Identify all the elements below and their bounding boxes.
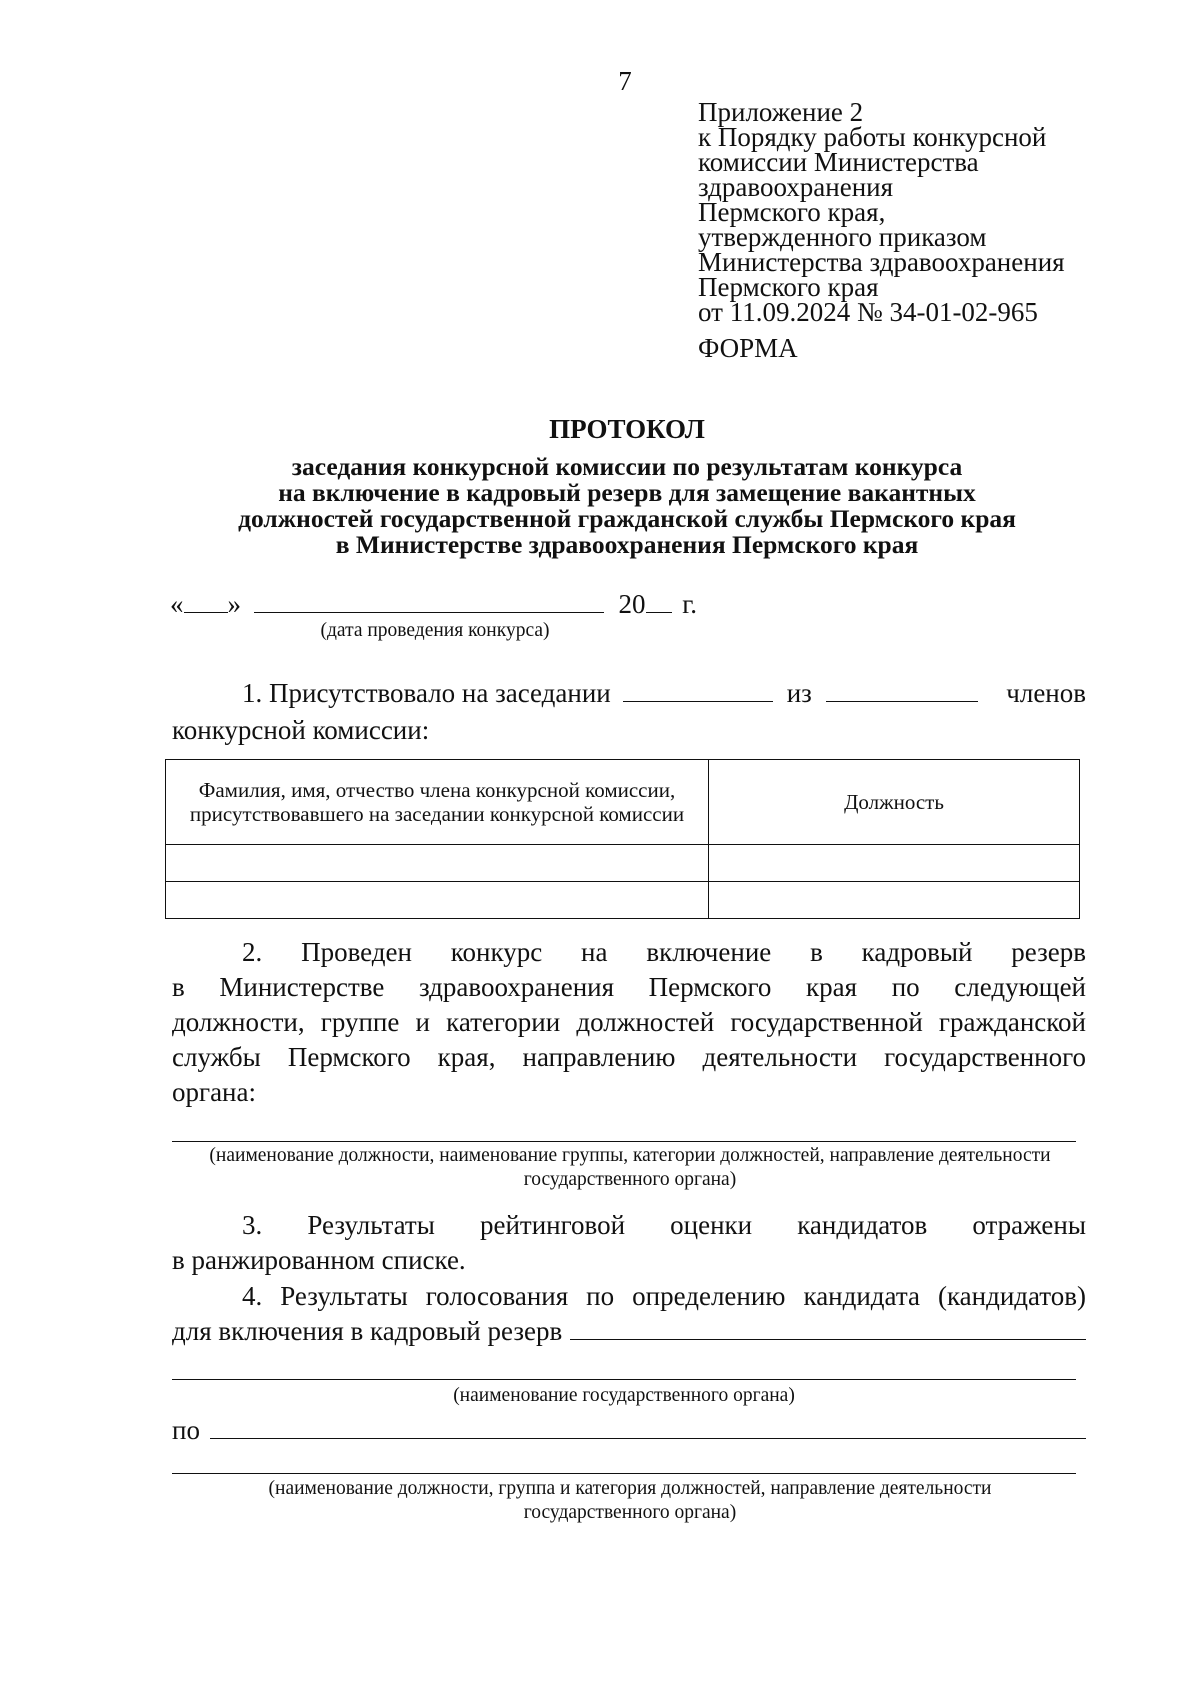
open-quote: « xyxy=(170,589,184,619)
item2-line: органа: xyxy=(172,1077,256,1107)
item3-line: 3. Результаты рейтинговой оценки кандидатов отражены xyxy=(242,1210,1086,1240)
table-cell[interactable] xyxy=(166,845,709,882)
item3-paragraph xyxy=(172,1208,1086,1278)
item2-line: службы Пермского края, направлению деятельности государственного xyxy=(172,1042,1086,1072)
reserve-blank[interactable] xyxy=(570,1315,1086,1340)
subtitle-line: заседания конкурсной комиссии по результатам конкурса xyxy=(291,452,963,481)
item2-line: должности, группе и категории должностей государственной гражданской xyxy=(172,1007,1086,1037)
po-label: по xyxy=(172,1415,200,1445)
item2-paragraph xyxy=(172,935,1086,1110)
form-label: ФОРМА xyxy=(698,333,798,363)
item4-paragraph xyxy=(172,1279,1086,1349)
item1-text-before: 1. Присутствовало на заседании xyxy=(242,678,611,708)
position-blank[interactable] xyxy=(172,1141,1076,1142)
subtitle-line: должностей государственной гражданской службы Пермского края xyxy=(238,504,1016,533)
subtitle-line: на включение в кадровый резерв для замещение вакантных xyxy=(278,478,976,507)
year-prefix: 20 xyxy=(618,589,646,619)
item1-text-middle: из xyxy=(786,678,812,708)
appendix-line: от 11.09.2024 № 34-01-02-965 xyxy=(698,297,1038,327)
document-subtitle xyxy=(0,454,1200,558)
total-count-blank[interactable] xyxy=(826,677,978,702)
item1-text-after: членов xyxy=(1006,678,1086,708)
header-position: Должность xyxy=(709,760,1080,845)
item4-line: 4. Результаты голосования по определению кандидата (кандидатов) xyxy=(242,1281,1086,1311)
item4-po-line xyxy=(172,1413,1086,1448)
table-row xyxy=(166,882,1080,919)
date-field xyxy=(170,588,697,620)
appendix-line: утвержденного приказом xyxy=(698,222,987,252)
table-cell[interactable] xyxy=(709,882,1080,919)
table-row xyxy=(166,845,1080,882)
appendix-line: Министерства здравоохранения xyxy=(698,247,1065,277)
page-number: 7 xyxy=(618,66,632,96)
appendix-line: комиссии Министерства xyxy=(698,147,979,177)
year-blank[interactable] xyxy=(646,588,672,613)
year-suffix: г. xyxy=(682,589,698,619)
members-table xyxy=(165,759,1080,919)
item3-line: в ранжированном списке. xyxy=(172,1245,466,1275)
po-blank[interactable] xyxy=(210,1414,1086,1439)
item2-caption: (наименование должности, наименование группы, категории должностей, направление деятельности государственного органа) xyxy=(209,1145,1051,1190)
month-blank[interactable] xyxy=(254,588,604,613)
date-caption: (дата проведения конкурса) xyxy=(320,620,550,641)
appendix-line: здравоохранения xyxy=(698,172,894,202)
header-fio: Фамилия, имя, отчество члена конкурсной комиссии, присутствовавшего на заседании конкурсной комиссии xyxy=(166,760,709,845)
table-header-row xyxy=(166,760,1080,845)
appendix-line: к Порядку работы конкурсной xyxy=(698,122,1047,152)
day-blank[interactable] xyxy=(184,588,228,613)
appendix-line: Пермского края xyxy=(698,272,879,302)
item4-line: для включения в кадровый резерв xyxy=(172,1316,563,1346)
table-cell[interactable] xyxy=(166,882,709,919)
gov-body-blank[interactable] xyxy=(172,1379,1076,1380)
appendix-line: Приложение 2 xyxy=(698,97,864,127)
item4-caption1: (наименование государственного органа) xyxy=(453,1385,795,1406)
appendix-header xyxy=(698,97,1198,327)
item2-line: 2. Проведен конкурс на включение в кадровый резерв xyxy=(242,937,1086,967)
item1-line1 xyxy=(172,676,1086,711)
item2-line: в Министерстве здравоохранения Пермского края по следующей xyxy=(172,972,1086,1002)
present-count-blank[interactable] xyxy=(623,677,773,702)
close-quote: » xyxy=(227,589,241,619)
item1-line2: конкурсной комиссии: xyxy=(172,715,430,745)
position-blank-2[interactable] xyxy=(172,1473,1076,1474)
subtitle-line: в Министерстве здравоохранения Пермского края xyxy=(335,530,919,559)
item4-caption2: (наименование должности, группа и категория должностей, направление деятельности государственного органа) xyxy=(268,1478,992,1523)
appendix-line: Пермского края, xyxy=(698,197,886,227)
table-cell[interactable] xyxy=(709,845,1080,882)
document-title: ПРОТОКОЛ xyxy=(549,414,705,444)
